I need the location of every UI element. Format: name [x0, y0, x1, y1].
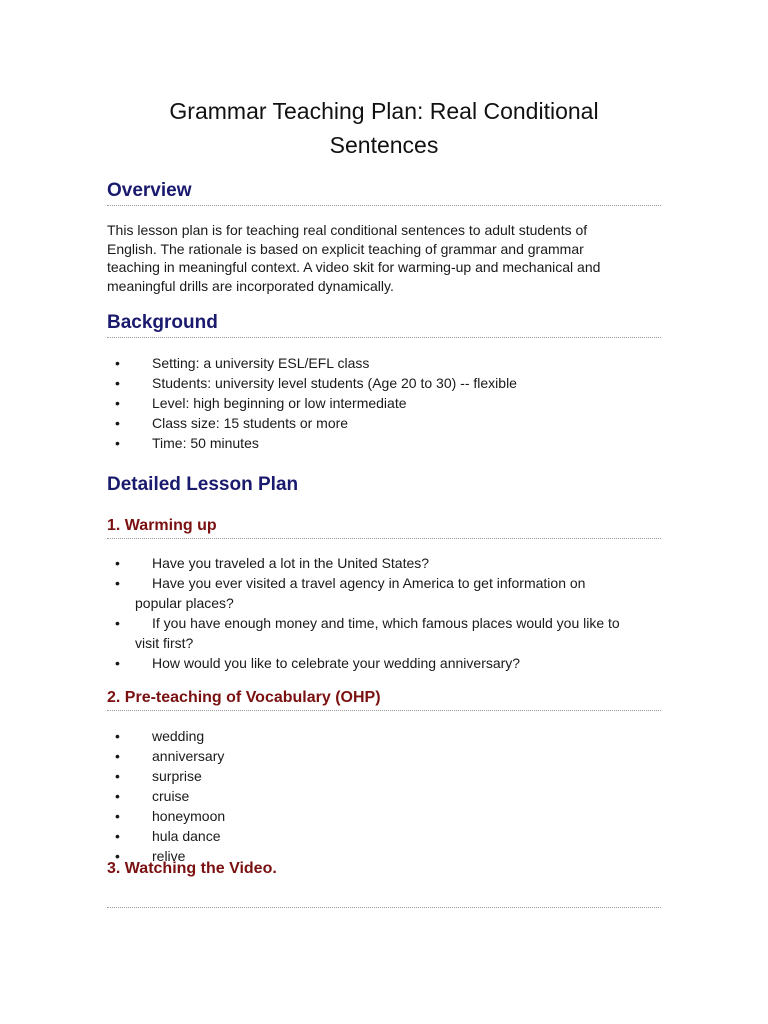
document-title: Grammar Teaching Plan: Real Conditional Sentences — [169, 98, 599, 158]
vocabulary-list — [0, 726, 768, 866]
bullet-icon: • — [115, 848, 120, 864]
list-item: • Class size: 15 students or more — [115, 415, 349, 431]
list-item: • hula dance — [115, 828, 221, 844]
list-item: • Setting: a university ESL/EFL class — [115, 355, 370, 371]
bullet-icon: • — [115, 788, 120, 804]
list-item: • anniversary — [115, 748, 225, 764]
lesson-plan-heading: Detailed Lesson Plan — [107, 474, 299, 495]
list-item: • How would you like to celebrate your wedding anniversary? — [115, 655, 521, 671]
vocabulary-heading: 2. Pre-teaching of Vocabulary (OHP) — [107, 689, 381, 706]
bullet-icon: • — [115, 415, 120, 431]
video-heading: 3. Watching the Video. — [107, 860, 277, 877]
bullet-icon: • — [115, 728, 120, 744]
bullet-icon: • — [115, 375, 120, 391]
bullet-icon: • — [115, 575, 120, 591]
warming-up-divider — [107, 538, 661, 539]
bullet-icon: • — [115, 435, 120, 451]
list-item: • honeymoon — [115, 808, 226, 824]
warming-up-list — [0, 553, 768, 673]
list-item: • Level: high beginning or low intermediate — [115, 395, 407, 411]
background-divider — [107, 337, 661, 338]
vocabulary-divider — [107, 710, 661, 711]
bullet-icon: • — [115, 808, 120, 824]
video-divider — [107, 907, 661, 908]
background-heading: Background — [107, 312, 218, 333]
bullet-icon: • — [115, 555, 120, 571]
bullet-icon: • — [115, 355, 120, 371]
list-item: • cruise — [115, 788, 190, 804]
bullet-icon: • — [115, 395, 120, 411]
list-item: • wedding — [115, 728, 205, 744]
list-item: • Have you traveled a lot in the United States? — [115, 555, 430, 571]
list-item: • relive — [115, 848, 186, 864]
background-list — [0, 353, 768, 453]
list-item: • If you have enough money and time, which famous places would you like to visit first? — [115, 615, 620, 651]
bullet-icon: • — [115, 615, 120, 631]
warming-up-heading: 1. Warming up — [107, 517, 217, 534]
list-item: • Students: university level students (Age 20 to 30) -- flexible — [115, 375, 517, 391]
bullet-icon: • — [115, 768, 120, 784]
list-item: • Have you ever visited a travel agency in America to get information on popular places? — [115, 575, 586, 611]
overview-paragraph: This lesson plan is for teaching real conditional sentences to adult students of English. The rationale is based on explicit teaching of grammar and grammar teaching in meaningful context. A video skit for warming-up and mechanical and meaningful drills are incorporated dynamically. — [107, 222, 601, 294]
bullet-icon: • — [115, 748, 120, 764]
list-item: • Time: 50 minutes — [115, 435, 259, 451]
overview-divider — [107, 205, 661, 206]
list-item: • surprise — [115, 768, 202, 784]
overview-heading: Overview — [107, 180, 192, 201]
bullet-icon: • — [115, 828, 120, 844]
bullet-icon: • — [115, 655, 120, 671]
